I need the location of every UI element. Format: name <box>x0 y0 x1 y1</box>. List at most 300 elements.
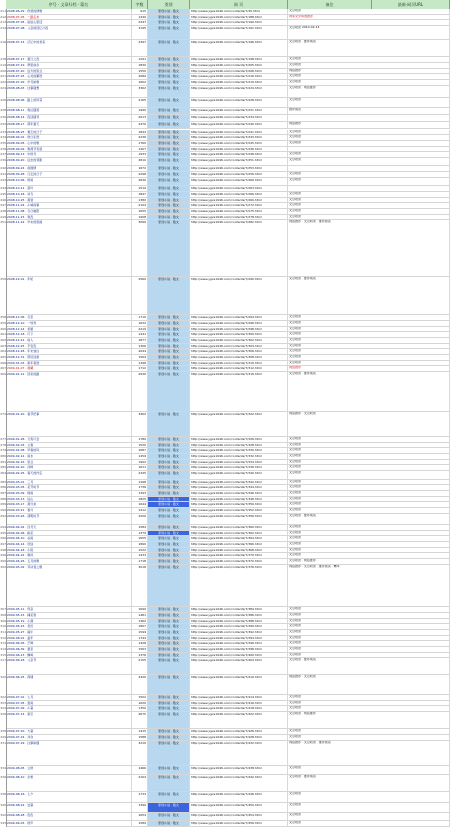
cell-url[interactable]: http://www.ygxs1946.com/contents/7/196.html <box>190 40 288 56</box>
cell-url[interactable]: http://www.ygxs1946.com/contents/7/294.html <box>190 315 288 320</box>
cell-title[interactable]: 2009-05-23 · 麦田 <box>6 624 132 629</box>
row-number[interactable]: 286 <box>0 485 6 490</box>
cell-title[interactable]: 2008-07-29 · 岁月如歌 <box>6 80 132 85</box>
cell-title[interactable]: 2008-07-08 · 父亲的回忆片段 <box>6 26 132 39</box>
cell-title[interactable]: 2009-02-16 · 思念 <box>6 460 132 465</box>
row-number[interactable]: 326 <box>0 712 6 717</box>
cell-url[interactable]: http://www.ygxs1946.com/contents/7/269.html <box>190 198 288 203</box>
row-number[interactable]: 290 <box>0 508 6 513</box>
cell-title[interactable]: 2009-03-01 · 三月 <box>6 480 132 485</box>
row-number[interactable]: 328 <box>0 729 6 734</box>
column-header-url[interactable]: 网 页 <box>190 0 288 9</box>
cell-title[interactable]: 2009-08-16 · 七夕 <box>6 792 132 802</box>
cell-url[interactable]: http://www.ygxs1946.com/contents/7/224.html <box>190 86 288 98</box>
row-number[interactable]: 282 <box>0 465 6 470</box>
cell-title[interactable]: 2008-09-28 · 行走的日子 <box>6 172 132 177</box>
row-number[interactable]: 343 <box>0 821 6 826</box>
table-row[interactable] <box>6 658 450 675</box>
cell-title[interactable]: 2009-03-09 · 细雨 <box>6 491 132 496</box>
cell-url[interactable]: http://www.ygxs1946.com/contents/7/348.html <box>190 497 288 502</box>
cell-title[interactable]: 2008-09-20 · 远去的背影 <box>6 158 132 166</box>
cell-url[interactable]: http://www.ygxs1946.com/contents/7/228.html <box>190 98 288 107</box>
row-number[interactable]: 292 <box>0 513 6 518</box>
cell-title[interactable]: 2009-02-03 · 立春 <box>6 443 132 448</box>
row-number[interactable]: 239 <box>0 157 6 162</box>
cell-url[interactable]: http://www.ygxs1946.com/contents/7/206.html <box>190 69 288 74</box>
row-number[interactable]: 241 <box>0 172 6 177</box>
cell-url[interactable]: http://www.ygxs1946.com/contents/7/426.html <box>190 729 288 734</box>
column-header-extra[interactable]: 最新·网页URL <box>372 0 450 9</box>
cell-title[interactable]: 2009-07-09 · 小暑 <box>6 706 132 711</box>
table-row[interactable] <box>6 565 450 608</box>
row-number[interactable]: 281 <box>0 459 6 464</box>
cell-url[interactable]: http://www.ygxs1946.com/contents/7/272.html <box>190 203 288 208</box>
cell-title[interactable]: 2009-09-03 · 秋声 <box>6 821 132 826</box>
cell-title[interactable]: 2008-12-14 · 老屋 <box>6 327 132 332</box>
cell-url[interactable]: http://www.ygxs1946.com/contents/7/456.html <box>190 821 288 826</box>
cell-title[interactable]: 2009-03-21 · 春分 <box>6 508 132 513</box>
row-number[interactable]: 230 <box>0 115 6 120</box>
cell-url[interactable]: http://www.ygxs1946.com/contents/7/418.html <box>190 706 288 711</box>
cell-title[interactable]: 2009-01-20 · 春节纪事 <box>6 412 132 437</box>
row-number[interactable]: 228 <box>0 108 6 113</box>
cell-title[interactable]: 2008-09-05 · 心中的歌 <box>6 141 132 146</box>
cell-title[interactable]: 2009-08-05 · 立秋 <box>6 766 132 774</box>
cell-url[interactable]: http://www.ygxs1946.com/contents/7/446.html <box>190 792 288 802</box>
row-number[interactable]: 237 <box>0 152 6 157</box>
row-number[interactable]: 261 <box>0 332 6 337</box>
cell-url[interactable]: http://www.ygxs1946.com/contents/7/438.html <box>190 766 288 774</box>
cell-url[interactable]: http://www.ygxs1946.com/contents/7/302.html <box>190 338 288 343</box>
row-number[interactable]: 311 <box>0 629 6 634</box>
cell-url[interactable]: http://www.ygxs1946.com/contents/7/328.html <box>190 443 288 448</box>
cell-title[interactable]: 2008-06-29 · 伤感的情歌 <box>6 9 132 14</box>
row-number[interactable]: 317 <box>0 658 6 663</box>
row-number[interactable]: 310 <box>0 624 6 629</box>
row-number[interactable]: 284 <box>0 471 6 476</box>
cell-title[interactable]: 2009-03-05 · 花开时节 <box>6 485 132 490</box>
cell-title[interactable]: 2008-11-08 · 冬日暖阳 <box>6 209 132 214</box>
cell-title[interactable]: 2008-10-18 · 初冬 <box>6 192 132 197</box>
cell-title[interactable]: 2009-06-13 · 蝉鸣 <box>6 653 132 658</box>
row-number[interactable]: 243 <box>0 177 6 182</box>
row-number[interactable]: 262 <box>0 337 6 342</box>
table-row[interactable] <box>6 372 450 412</box>
row-number[interactable]: 336 <box>0 774 6 779</box>
row-number[interactable]: 236 <box>0 146 6 151</box>
row-number[interactable]: 260 <box>0 326 6 331</box>
row-number[interactable]: 324 <box>0 706 6 711</box>
cell-title[interactable]: 2009-02-12 · 雨水 <box>6 454 132 459</box>
cell-url[interactable]: http://www.ygxs1946.com/contents/7/266.html <box>190 192 288 197</box>
cell-title[interactable]: 2008-07-25 · 心灵的絮语 <box>6 74 132 79</box>
cell-url[interactable]: http://www.ygxs1946.com/contents/7/231.html <box>190 108 288 114</box>
cell-title[interactable]: 2009-04-18 · 小院 <box>6 548 132 553</box>
cell-title[interactable]: 2008-10-12 · 落叶 <box>6 186 132 191</box>
cell-url[interactable]: http://www.ygxs1946.com/contents/7/246.html <box>190 147 288 152</box>
row-number[interactable]: 258 <box>0 315 6 320</box>
row-number[interactable]: 219 <box>0 62 6 67</box>
cell-url[interactable]: http://www.ygxs1946.com/contents/7/245.html <box>190 141 288 146</box>
cell-title[interactable]: 2008-11-15 · 寒夜 <box>6 215 132 220</box>
row-number[interactable]: 334 <box>0 766 6 771</box>
row-number[interactable]: 280 <box>0 454 6 459</box>
row-number[interactable]: 211 <box>0 9 6 13</box>
cell-title[interactable]: 2009-04-06 · 桃花 <box>6 531 132 536</box>
row-number[interactable]: 307 <box>0 607 6 612</box>
cell-title[interactable]: 2008-11-22 · 岁末的思绪 <box>6 220 132 276</box>
row-number[interactable]: 269 <box>0 371 6 376</box>
table-row[interactable] <box>6 813 450 822</box>
cell-title[interactable]: 2008-09-09 · 教师节有感 <box>6 147 132 152</box>
row-number[interactable]: 251 <box>0 220 6 225</box>
cell-url[interactable]: http://www.ygxs1946.com/contents/7/366.html <box>190 542 288 547</box>
cell-url[interactable]: http://www.ygxs1946.com/contents/7/282.html <box>190 220 288 276</box>
row-number[interactable]: 322 <box>0 695 6 700</box>
cell-title[interactable]: 2009-07-20 · 大暑 <box>6 729 132 734</box>
cell-title[interactable]: 2009-08-10 · 乡愁 <box>6 775 132 791</box>
row-number[interactable]: 220 <box>0 68 6 73</box>
row-number[interactable]: 285 <box>0 479 6 484</box>
cell-url[interactable]: http://www.ygxs1946.com/contents/7/290.html <box>190 277 288 314</box>
cell-title[interactable]: 2008-08-14 · 夜读随笔 <box>6 115 132 121</box>
cell-url[interactable]: http://www.ygxs1946.com/contents/7/216.html <box>190 74 288 79</box>
cell-url[interactable]: http://www.ygxs1946.com/contents/7/386.html <box>190 613 288 618</box>
cell-title[interactable]: 2008-07-05 · 一路走来 <box>6 15 132 20</box>
row-number[interactable]: 216 <box>0 40 6 45</box>
cell-url[interactable]: http://www.ygxs1946.com/contents/7/342.html <box>190 480 288 485</box>
cell-url[interactable]: http://www.ygxs1946.com/contents/7/394.html <box>190 636 288 641</box>
cell-title[interactable]: 2008-12-06 · 冬至 <box>6 315 132 320</box>
cell-url[interactable]: http://www.ygxs1946.com/contents/7/428.html <box>190 735 288 740</box>
cell-url[interactable]: http://www.ygxs1946.com/contents/7/368.html <box>190 548 288 553</box>
table-row[interactable] <box>6 471 450 480</box>
table-row[interactable] <box>6 220 450 277</box>
row-number[interactable]: 263 <box>0 343 6 348</box>
table-row[interactable] <box>6 26 450 40</box>
cell-url[interactable]: http://www.ygxs1946.com/contents/7/370.html <box>190 553 288 558</box>
cell-title[interactable]: 2009-06-25 · 荷塘 <box>6 675 132 694</box>
row-number[interactable]: 244 <box>0 186 6 191</box>
row-number[interactable]: 277 <box>0 437 6 442</box>
cell-title[interactable]: 2009-07-14 · 星空 <box>6 712 132 728</box>
cell-title[interactable]: 2008-12-28 · 年末独白 <box>6 349 132 354</box>
cell-title[interactable]: 2009-08-22 · 处暑 <box>6 803 132 812</box>
column-header-words[interactable]: 字数 <box>132 0 148 9</box>
cell-title[interactable]: 2009-03-13 · 远山 <box>6 497 132 502</box>
cell-url[interactable]: http://www.ygxs1946.com/contents/7/334.html <box>190 460 288 465</box>
cell-url[interactable]: http://www.ygxs1946.com/contents/7/340.html <box>190 471 288 479</box>
cell-url[interactable]: http://www.ygxs1946.com/contents/7/392.html <box>190 630 288 635</box>
table-row[interactable] <box>6 741 450 767</box>
row-number[interactable]: 342 <box>0 812 6 817</box>
table-row[interactable] <box>6 766 450 775</box>
cell-title[interactable]: 2008-07-17 · 夏日之夜 <box>6 57 132 62</box>
cell-title[interactable]: 2008-08-06 · 路上的风景 <box>6 98 132 107</box>
row-number[interactable]: 331 <box>0 740 6 745</box>
row-number[interactable]: 213 <box>0 20 6 25</box>
row-number[interactable]: 222 <box>0 79 6 84</box>
cell-url[interactable]: http://www.ygxs1946.com/contents/7/360.html <box>190 525 288 530</box>
cell-url[interactable]: http://www.ygxs1946.com/contents/7/330.html <box>190 448 288 453</box>
cell-url[interactable]: http://www.ygxs1946.com/contents/7/198.html <box>190 57 288 62</box>
cell-title[interactable]: 2009-04-22 · 晚风 <box>6 553 132 558</box>
cell-title[interactable]: 2009-02-08 · 早春的风 <box>6 448 132 453</box>
row-number[interactable]: 302 <box>0 564 6 569</box>
table-row[interactable] <box>6 108 450 115</box>
cell-url[interactable]: http://www.ygxs1946.com/contents/7/312.html <box>190 366 288 371</box>
cell-url[interactable]: http://www.ygxs1946.com/contents/7/306.html <box>190 349 288 354</box>
row-number[interactable]: 278 <box>0 442 6 447</box>
cell-url[interactable]: http://www.ygxs1946.com/contents/7/410.html <box>190 675 288 694</box>
row-number[interactable]: 265 <box>0 354 6 359</box>
row-number[interactable]: 248 <box>0 208 6 213</box>
cell-url[interactable]: http://www.ygxs1946.com/contents/7/400.html <box>190 653 288 658</box>
cell-url[interactable]: http://www.ygxs1946.com/contents/7/191.html <box>190 26 288 39</box>
row-number[interactable]: 212 <box>0 14 6 19</box>
row-number[interactable]: 245 <box>0 191 6 196</box>
table-row[interactable] <box>6 98 450 108</box>
table-row[interactable] <box>6 122 450 129</box>
row-number[interactable]: 299 <box>0 553 6 558</box>
row-number[interactable]: 249 <box>0 214 6 219</box>
cell-url[interactable]: http://www.ygxs1946.com/contents/7/398.html <box>190 647 288 652</box>
row-number[interactable]: 298 <box>0 547 6 552</box>
table-row[interactable] <box>6 712 450 729</box>
row-number[interactable]: 224 <box>0 85 6 90</box>
cell-url[interactable]: http://www.ygxs1946.com/contents/7/296.html <box>190 321 288 326</box>
cell-title[interactable]: 2009-02-25 · 春天的约定 <box>6 471 132 479</box>
cell-title[interactable]: 2009-04-10 · 谷雨 <box>6 536 132 541</box>
cell-url[interactable]: http://www.ygxs1946.com/contents/7/219.html <box>190 80 288 85</box>
cell-url[interactable]: http://www.ygxs1946.com/contents/7/256.html <box>190 172 288 177</box>
cell-url[interactable]: http://www.ygxs1946.com/contents/7/450.html <box>190 803 288 812</box>
table-row[interactable] <box>6 178 450 187</box>
column-header-type[interactable]: 类别 <box>148 0 190 9</box>
row-number[interactable]: 323 <box>0 700 6 705</box>
cell-title[interactable]: 2009-01-07 · 晨曦 <box>6 366 132 371</box>
cell-title[interactable]: 2009-03-26 · 清明时节 <box>6 514 132 524</box>
cell-url[interactable]: http://www.ygxs1946.com/contents/7/251.html <box>190 158 288 166</box>
cell-url[interactable]: http://www.ygxs1946.com/contents/7/362.html <box>190 531 288 536</box>
cell-title[interactable]: 2008-10-06 · 秋雨 <box>6 178 132 186</box>
cell-url[interactable]: http://www.ygxs1946.com/contents/7/322.html <box>190 412 288 437</box>
row-number[interactable]: 296 <box>0 536 6 541</box>
cell-title[interactable]: 2009-06-05 · 芒种 <box>6 641 132 646</box>
cell-url[interactable]: http://www.ygxs1946.com/contents/7/416.html <box>190 701 288 706</box>
table-row[interactable] <box>6 792 450 803</box>
cell-title[interactable]: 2009-02-20 · 河畔 <box>6 465 132 470</box>
cell-url[interactable]: http://www.ygxs1946.com/contents/7/390.html <box>190 624 288 629</box>
cell-title[interactable]: 2009-04-26 · 五月的歌 <box>6 559 132 564</box>
row-number[interactable]: 313 <box>0 641 6 646</box>
cell-url[interactable]: http://www.ygxs1946.com/contents/7/364.html <box>190 536 288 541</box>
column-header-note[interactable]: 备注 <box>288 0 372 9</box>
row-number[interactable]: 247 <box>0 203 6 208</box>
cell-title[interactable]: 2009-07-29 · 往事如烟 <box>6 741 132 766</box>
cell-url[interactable]: http://www.ygxs1946.com/contents/7/248.html <box>190 152 288 157</box>
cell-url[interactable]: http://www.ygxs1946.com/contents/7/243.html <box>190 135 288 140</box>
row-number[interactable]: 295 <box>0 530 6 535</box>
cell-title[interactable]: 2009-01-03 · 新年寄语 <box>6 361 132 366</box>
row-number[interactable]: 288 <box>0 496 6 501</box>
cell-title[interactable]: 2008-12-01 · 年轮 <box>6 277 132 314</box>
row-number[interactable]: 340 <box>0 802 6 807</box>
cell-title[interactable]: 2008-08-11 · 奥运随感 <box>6 108 132 114</box>
cell-title[interactable]: 2008-12-10 · 一场雪 <box>6 321 132 326</box>
cell-title[interactable]: 2008-11-02 · 小城故事 <box>6 203 132 208</box>
cell-title[interactable]: 2008-12-18 · 灯下 <box>6 332 132 337</box>
cell-url[interactable]: http://www.ygxs1946.com/contents/7/432.html <box>190 741 288 766</box>
cell-url[interactable]: http://www.ygxs1946.com/contents/7/336.html <box>190 465 288 470</box>
cell-title[interactable]: 2008-12-21 · 故人 <box>6 338 132 343</box>
cell-url[interactable]: http://www.ygxs1946.com/contents/7/275.html <box>190 209 288 214</box>
table-row[interactable] <box>6 675 450 695</box>
cell-title[interactable]: 2009-05-11 · 母亲 <box>6 607 132 612</box>
row-number[interactable]: 320 <box>0 675 6 680</box>
cell-title[interactable]: 2008-10-25 · 黄昏 <box>6 198 132 203</box>
row-number[interactable]: 234 <box>0 135 6 140</box>
cell-title[interactable]: 2008-09-24 · 故园情 <box>6 166 132 171</box>
row-number[interactable]: 297 <box>0 542 6 547</box>
cell-title[interactable]: 2009-03-17 · 燕归来 <box>6 502 132 507</box>
row-number[interactable]: 235 <box>0 140 6 145</box>
row-number[interactable]: 294 <box>0 525 6 530</box>
cell-url[interactable]: http://www.ygxs1946.com/contents/7/454.html <box>190 813 288 821</box>
table-row[interactable] <box>6 412 450 438</box>
cell-url[interactable]: http://www.ygxs1946.com/contents/7/304.html <box>190 344 288 349</box>
row-number[interactable]: 338 <box>0 791 6 796</box>
row-number[interactable]: 226 <box>0 98 6 103</box>
row-number[interactable]: 274 <box>0 411 6 416</box>
cell-url[interactable]: http://www.ygxs1946.com/contents/7/316.html <box>190 372 288 411</box>
cell-url[interactable]: http://www.ygxs1946.com/contents/7/414.html <box>190 695 288 700</box>
row-number[interactable]: 221 <box>0 74 6 79</box>
cell-title[interactable]: 2008-08-25 · 难忘的日子 <box>6 130 132 135</box>
table-row[interactable] <box>6 40 450 57</box>
cell-url[interactable]: http://www.ygxs1946.com/contents/7/278.html <box>190 215 288 220</box>
cell-url[interactable]: http://www.ygxs1946.com/contents/7/205.html <box>190 63 288 68</box>
cell-url[interactable]: http://www.ygxs1946.com/contents/7/396.html <box>190 641 288 646</box>
cell-url[interactable]: http://www.ygxs1946.com/contents/7/260.html <box>190 178 288 186</box>
row-number[interactable]: 266 <box>0 360 6 365</box>
cell-url[interactable]: http://www.ygxs1946.com/contents/7/188.html <box>190 15 288 20</box>
row-number[interactable]: 312 <box>0 635 6 640</box>
row-number[interactable]: 259 <box>0 320 6 325</box>
row-number[interactable]: 314 <box>0 646 6 651</box>
row-number[interactable]: 309 <box>0 618 6 623</box>
cell-title[interactable]: 2009-06-18 · 父亲节 <box>6 658 132 674</box>
cell-title[interactable]: 2009-04-02 · 四月天 <box>6 525 132 530</box>
cell-url[interactable]: http://www.ygxs1946.com/contents/7/422.html <box>190 712 288 728</box>
row-number[interactable]: 329 <box>0 734 6 739</box>
cell-url[interactable]: http://www.ygxs1946.com/contents/7/308.html <box>190 355 288 360</box>
column-header-title[interactable]: 序号 · 文章归档 · 篇名 <box>6 0 132 9</box>
cell-url[interactable]: http://www.ygxs1946.com/contents/7/234.html <box>190 115 288 121</box>
cell-url[interactable]: http://www.ygxs1946.com/contents/7/442.html <box>190 775 288 791</box>
cell-url[interactable]: http://www.ygxs1946.com/contents/7/241.html <box>190 130 288 135</box>
cell-title[interactable]: 2008-08-17 · 那年夏天 <box>6 122 132 128</box>
cell-title[interactable]: 2009-04-14 · 旧信 <box>6 542 132 547</box>
cell-url[interactable]: http://www.ygxs1946.com/contents/7/332.html <box>190 454 288 459</box>
cell-title[interactable]: 2009-05-19 · 小满 <box>6 619 132 624</box>
cell-url[interactable]: http://www.ygxs1946.com/contents/7/346.html <box>190 491 288 496</box>
row-number[interactable]: 240 <box>0 166 6 171</box>
cell-title[interactable]: 2008-12-31 · 辞旧迎新 <box>6 355 132 360</box>
row-number[interactable]: 232 <box>0 122 6 127</box>
cell-title[interactable]: 2009-06-01 · 童年 <box>6 636 132 641</box>
cell-title[interactable]: 2009-05-02 · 劳动者之歌 <box>6 565 132 607</box>
table-row[interactable] <box>6 821 450 827</box>
cell-title[interactable]: 2008-07-05 · 说说心里话 <box>6 20 132 25</box>
row-number[interactable]: 246 <box>0 197 6 202</box>
cell-title[interactable]: 2009-01-12 · 回家的路 <box>6 372 132 411</box>
cell-url[interactable]: http://www.ygxs1946.com/contents/7/240.html <box>190 122 288 128</box>
row-number[interactable]: 300 <box>0 559 6 564</box>
cell-title[interactable]: 2009-07-05 · 雷雨 <box>6 701 132 706</box>
cell-url[interactable]: http://www.ygxs1946.com/contents/7/190.html <box>190 20 288 25</box>
cell-url[interactable]: http://www.ygxs1946.com/contents/7/388.html <box>190 619 288 624</box>
cell-url[interactable]: http://www.ygxs1946.com/contents/7/372.html <box>190 559 288 564</box>
row-number[interactable]: 233 <box>0 129 6 134</box>
row-number[interactable]: 214 <box>0 26 6 30</box>
table-row[interactable] <box>6 775 450 792</box>
cell-title[interactable]: 2008-07-20 · 远方的思念 <box>6 69 132 74</box>
cell-url[interactable]: http://www.ygxs1946.com/contents/7/376.html <box>190 565 288 607</box>
cell-title[interactable]: 2009-01-28 · 元宵灯会 <box>6 437 132 442</box>
table-row[interactable] <box>6 86 450 99</box>
cell-url[interactable]: http://www.ygxs1946.com/contents/7/326.html <box>190 437 288 442</box>
cell-title[interactable]: 2008-07-19 · 梦里故乡 <box>6 63 132 68</box>
table-row[interactable] <box>6 158 450 167</box>
table-row[interactable] <box>6 277 450 315</box>
table-row[interactable] <box>6 514 450 525</box>
cell-url[interactable]: http://www.ygxs1946.com/contents/7/384.html <box>190 607 288 612</box>
cell-url[interactable]: http://www.ygxs1946.com/contents/7/356.html <box>190 514 288 524</box>
cell-title[interactable]: 2008-07-14 · 记忆中的老家 <box>6 40 132 56</box>
cell-url[interactable]: http://www.ygxs1946.com/contents/7/253.html <box>190 166 288 171</box>
table-row[interactable] <box>6 115 450 122</box>
cell-url[interactable]: http://www.ygxs1946.com/contents/7/263.html <box>190 186 288 191</box>
cell-url[interactable]: http://www.ygxs1946.com/contents/7/310.html <box>190 361 288 366</box>
row-number[interactable]: 289 <box>0 502 6 507</box>
cell-url[interactable]: http://www.ygxs1946.com/contents/7/344.html <box>190 485 288 490</box>
cell-url[interactable]: http://www.ygxs1946.com/contents/7/350.html <box>190 502 288 507</box>
row-number[interactable]: 218 <box>0 57 6 62</box>
row-number[interactable]: 264 <box>0 349 6 354</box>
row-number[interactable]: 256 <box>0 276 6 281</box>
cell-title[interactable]: 2009-06-09 · 夏至 <box>6 647 132 652</box>
row-number[interactable]: 287 <box>0 491 6 495</box>
cell-title[interactable]: 2008-12-25 · 平安夜 <box>6 344 132 349</box>
cell-title[interactable]: 2008-09-01 · 秋日私语 <box>6 135 132 140</box>
cell-title[interactable]: 2009-08-28 · 夜色 <box>6 813 132 821</box>
cell-title[interactable]: 2009-07-01 · 七月 <box>6 695 132 700</box>
table-row[interactable] <box>6 803 450 813</box>
cell-title[interactable]: 2008-08-03 · 往事随想 <box>6 86 132 98</box>
cell-url[interactable]: http://www.ygxs1946.com/contents/7/35.html <box>190 9 288 14</box>
row-number[interactable]: 315 <box>0 652 6 657</box>
cell-url[interactable]: http://www.ygxs1946.com/contents/7/298.html <box>190 327 288 332</box>
cell-url[interactable]: http://www.ygxs1946.com/contents/7/300.html <box>190 332 288 337</box>
row-number[interactable]: 279 <box>0 448 6 453</box>
cell-title[interactable]: 2009-05-27 · 端午 <box>6 630 132 635</box>
cell-title[interactable]: 2008-09-13 · 中秋月 <box>6 152 132 157</box>
row-number[interactable]: 267 <box>0 366 6 371</box>
cell-title[interactable]: 2009-07-24 · 井台 <box>6 735 132 740</box>
cell-title[interactable]: 2009-05-15 · 槐花香 <box>6 613 132 618</box>
cell-url[interactable]: http://www.ygxs1946.com/contents/7/352.html <box>190 508 288 513</box>
